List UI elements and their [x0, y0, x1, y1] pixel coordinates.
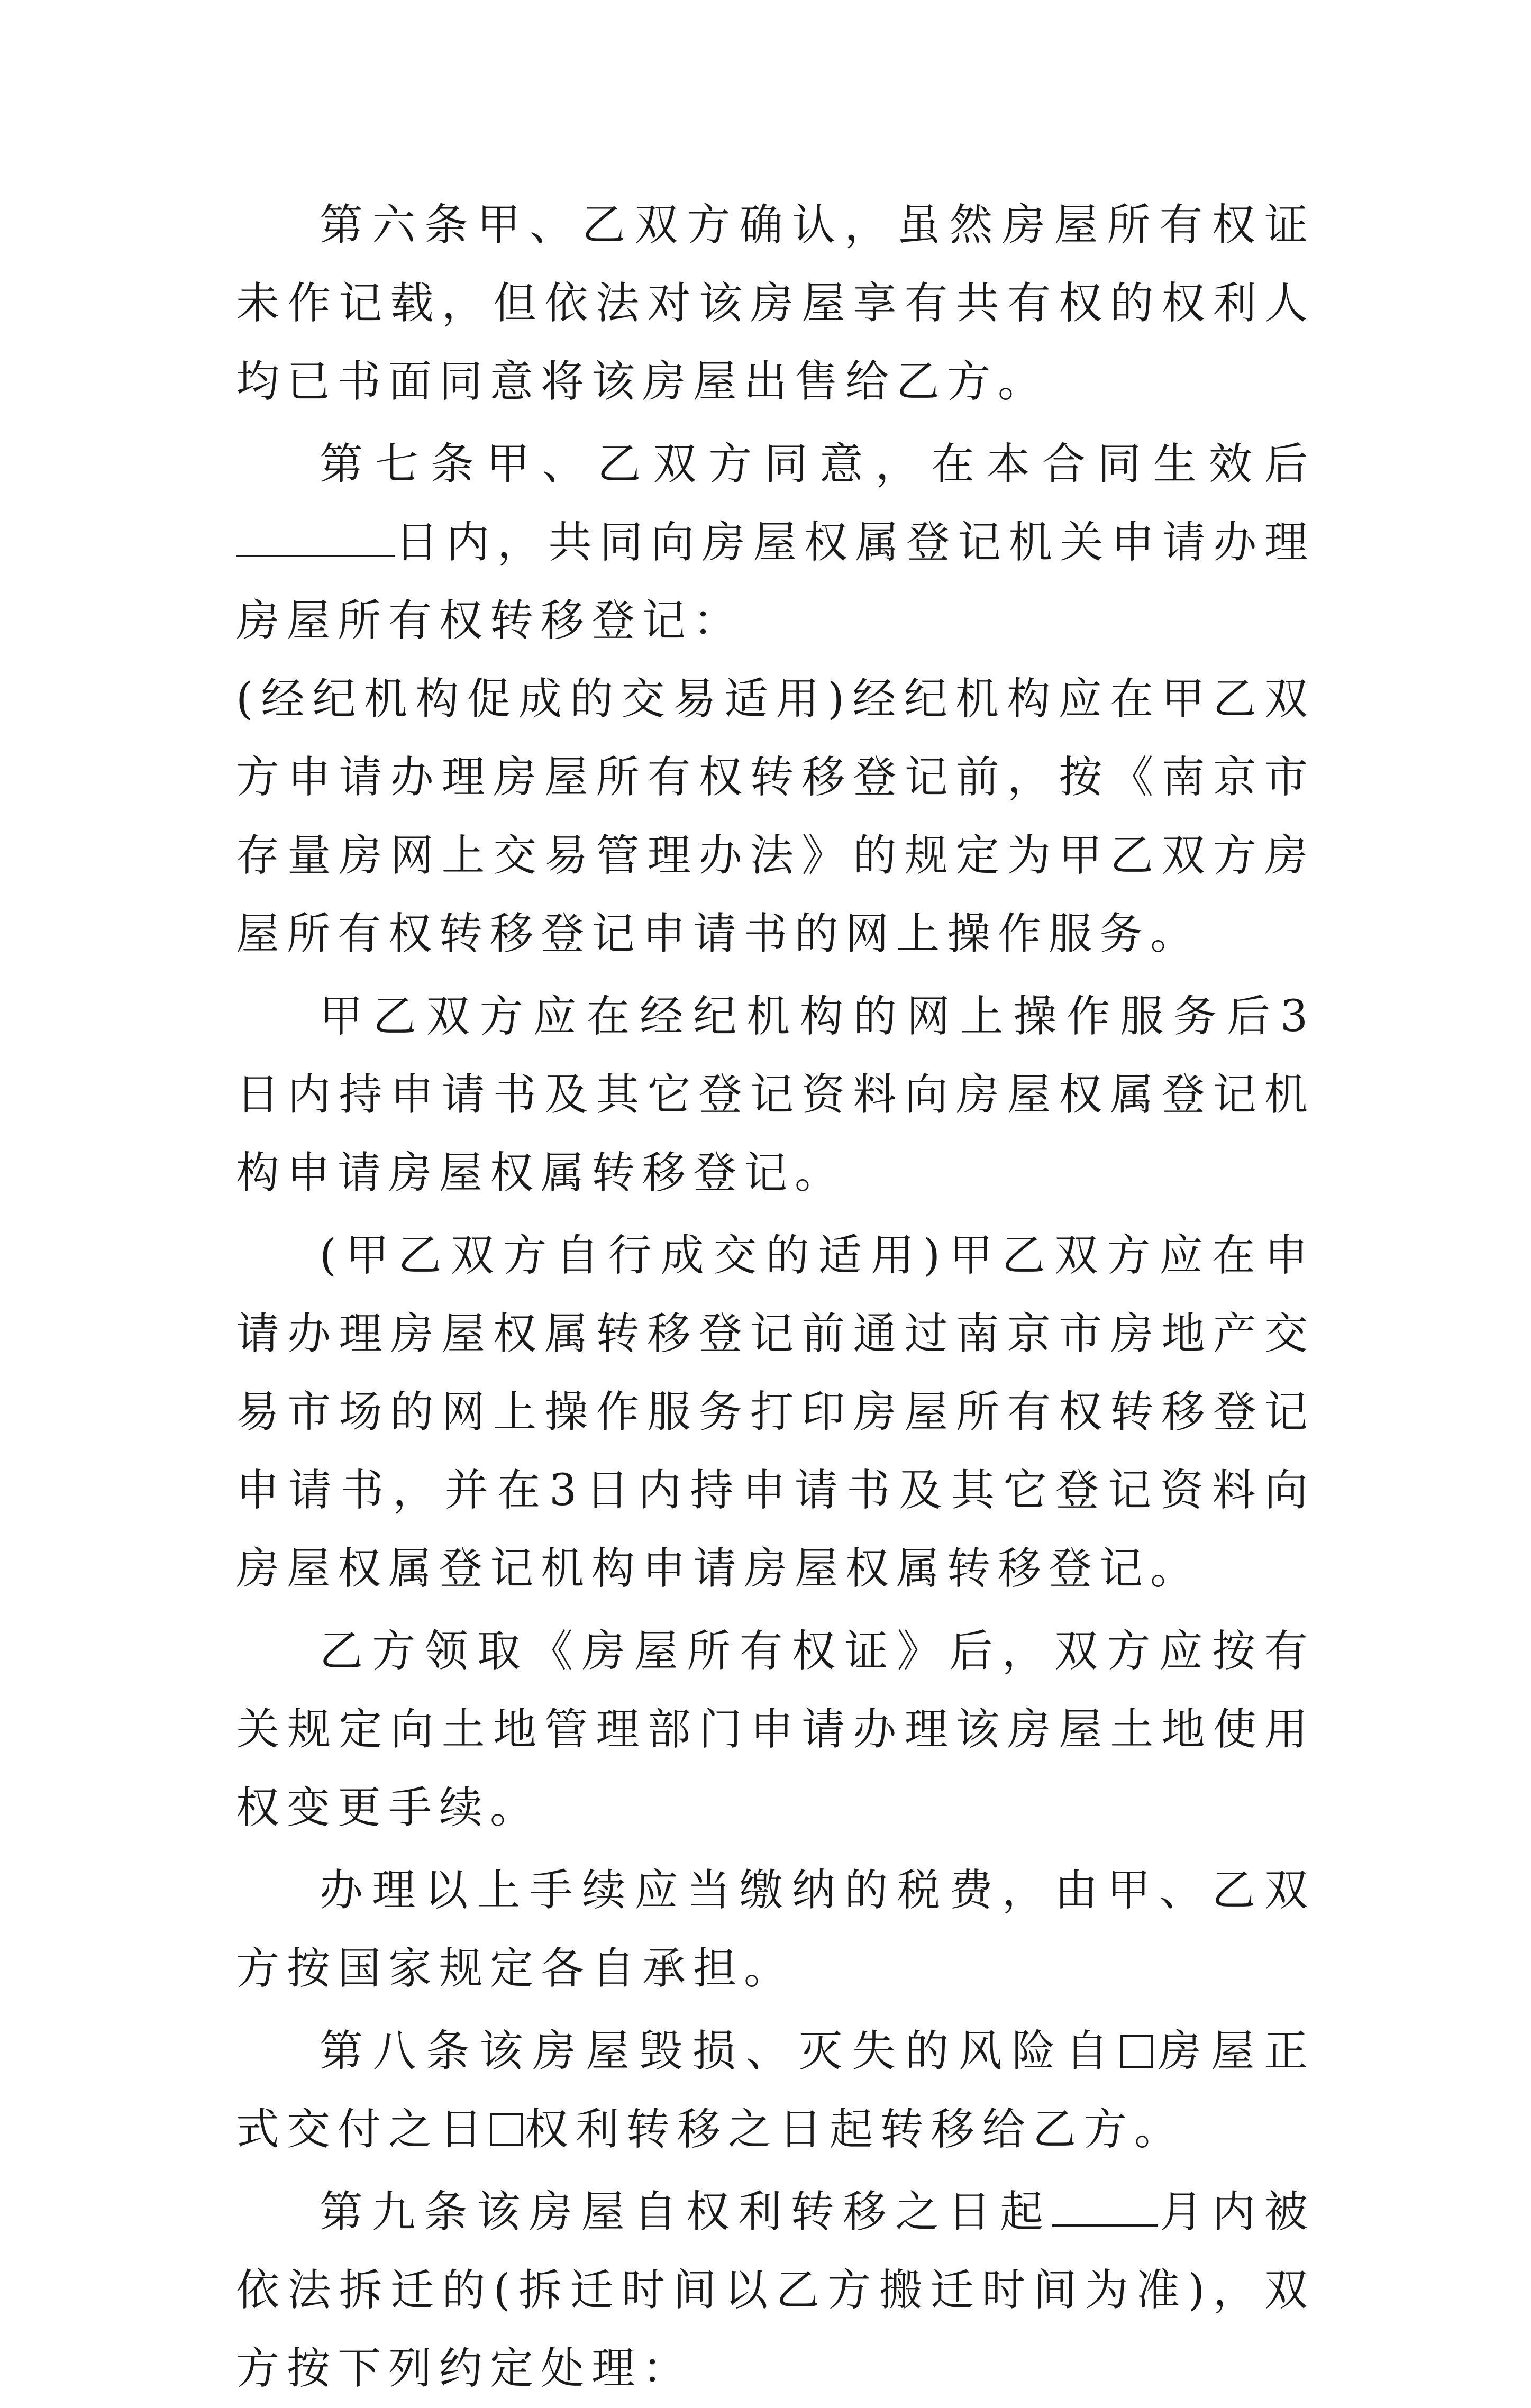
clause-7-text-start: 第七条甲、乙双方同意，在本合同生效后 [320, 439, 1315, 489]
online-service-paragraph [236, 978, 1315, 1212]
delivery-date-checkbox[interactable] [1120, 2035, 1153, 2068]
clause-7-paragraph [236, 425, 1315, 660]
clause-6-text: 第六条甲、乙双方确认，虽然房屋所有权证未作记载，但依法对该房屋享有共有权的权利人均已书面同意将该房屋出售给乙方。 [236, 200, 1315, 407]
clause-8-text-start: 第八条该房屋毁损、灭失的风险自 [320, 2026, 1118, 2076]
agency-transaction-paragraph [236, 660, 1315, 973]
clause-8-option-1: 房屋正式交付之日 [236, 2026, 1315, 2155]
clause-9-text-end: 月内被依法拆迁的(拆迁时间以乙方搬迁时间为准)，双方按下列约定处理： [236, 2187, 1315, 2394]
self-transaction-text: (甲乙双方自行成交的适用)甲乙双方应在申请办理房屋权属转移登记前通过南京市房地产交易市场的网上操作服务打印房屋所有权转移登记申请书，并在3日内持申请书及其它登记资料向房屋权属登记机构申请房屋权属转移登记。 [236, 1230, 1315, 1594]
clause-8-paragraph [236, 2012, 1315, 2169]
tax-fee-text: 办理以上手续应当缴纳的税费，由甲、乙双方按国家规定各自承担。 [236, 1865, 1315, 1994]
self-transaction-paragraph [236, 1217, 1315, 1608]
tax-fee-paragraph [236, 1851, 1315, 2008]
land-use-paragraph [236, 1612, 1315, 1847]
clause-9-paragraph [236, 2173, 1315, 2408]
document-body [236, 186, 1315, 2408]
online-service-text: 甲乙双方应在经纪机构的网上操作服务后3日内持申请书及其它登记资料向房屋权属登记机构申请房屋权属转移登记。 [236, 991, 1315, 1198]
clause-8-option-2: 权利转移之日起转移给乙方。 [525, 2104, 1186, 2155]
days-blank-field [236, 518, 395, 557]
clause-9-text-start: 第九条该房屋自权利转移之日起 [320, 2187, 1053, 2237]
months-blank-field [1052, 2187, 1158, 2227]
agency-transaction-text: (经纪机构促成的交易适用)经纪机构应在甲乙双方申请办理房屋所有权转移登记前，按《南京市存量房网上交易管理办法》的规定为甲乙双方房屋所有权转移登记申请书的网上操作服务。 [236, 674, 1315, 959]
transfer-date-checkbox[interactable] [490, 2113, 523, 2146]
land-use-text: 乙方领取《房屋所有权证》后，双方应按有关规定向土地管理部门申请办理该房屋土地使用权变更手续。 [236, 1626, 1315, 1833]
clause-7-text-end: 日内，共同向房屋权属登记机关申请办理房屋所有权转移登记： [236, 517, 1315, 646]
clause-6-paragraph [236, 186, 1315, 421]
